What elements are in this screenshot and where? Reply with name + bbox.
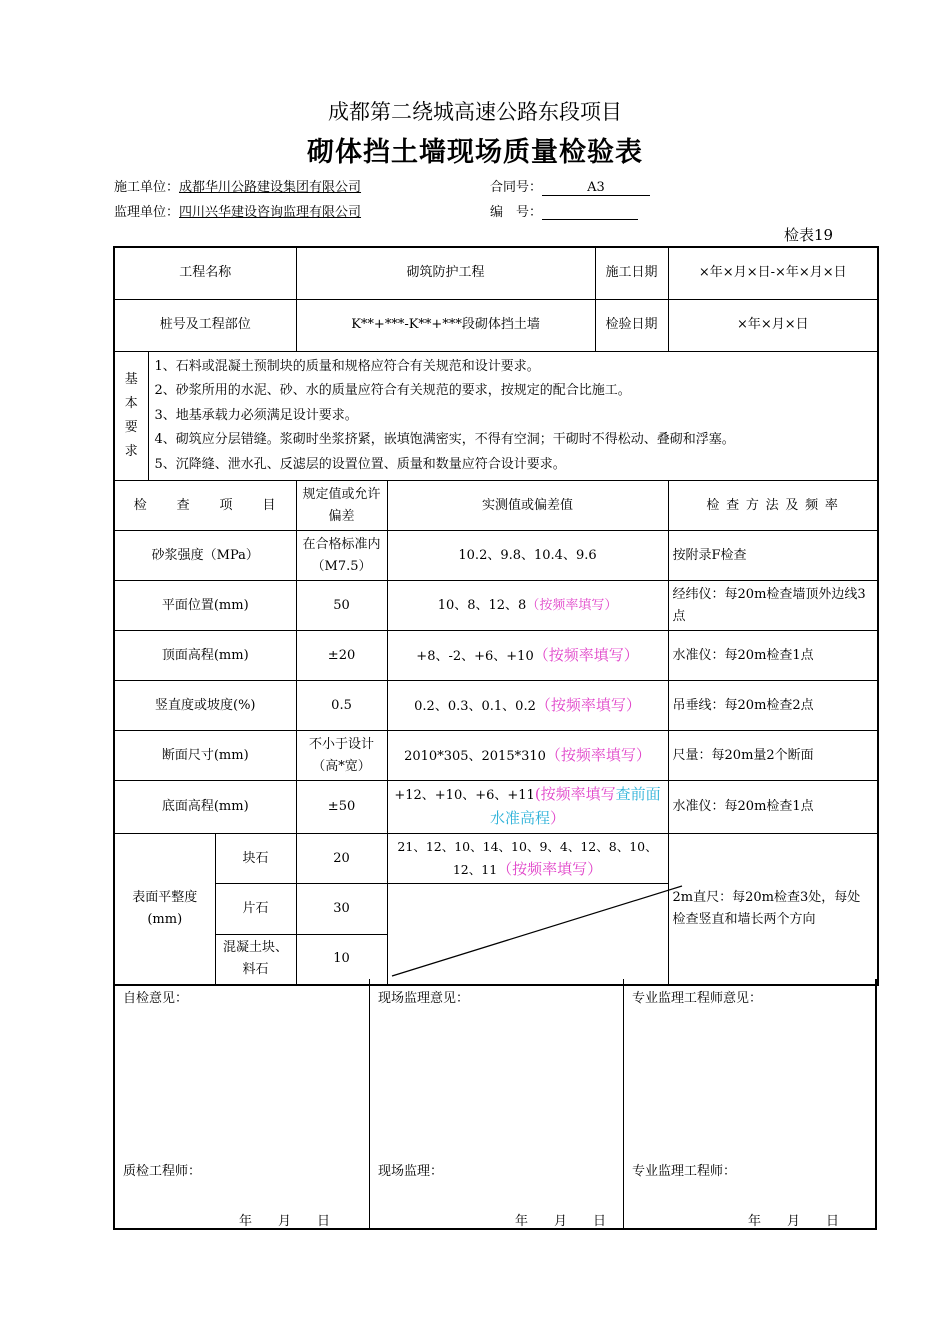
pro-supervisor-date: 年 月 日	[748, 1214, 840, 1229]
contract-no-label: 合同号：	[490, 180, 543, 195]
table-row	[114, 531, 878, 581]
fill-note: （按频率填写）	[545, 745, 651, 764]
flatness-row-block-stone	[114, 834, 878, 884]
row-measured	[387, 781, 668, 834]
supervisor-line	[114, 201, 361, 220]
flatness-sub-item: 混凝土块、料石	[215, 934, 296, 985]
site-supervision-date: 年 月 日	[515, 1214, 607, 1229]
requirement-2: 2、砂浆所用的水泥、砂、水的质量应符合有关规范的要求，按规定的配合比施工。	[154, 383, 631, 398]
fill-note-close: ）	[550, 809, 566, 827]
fill-note-extra: 查前面水准高程	[490, 785, 661, 827]
contract-no-value: A3	[542, 180, 650, 196]
row-measured	[387, 581, 668, 631]
project-name-row	[114, 247, 878, 299]
table-row	[114, 781, 878, 834]
row-method: 尺量：每20m量2个断面	[668, 731, 878, 781]
pro-supervisor-opinion: 专业监理工程师意见：	[632, 991, 763, 1006]
row-measured	[387, 631, 668, 681]
requirements-row	[114, 351, 878, 481]
inspection-date-label: 检验日期	[595, 299, 668, 351]
contractor-line	[114, 176, 361, 195]
flatness-sub-item: 片石	[215, 884, 296, 935]
pro-supervisor-block	[624, 979, 877, 1230]
row-spec: 50	[296, 581, 387, 631]
construction-date-value: ×年×月×日-×年×月×日	[668, 247, 878, 299]
requirement-5: 5、沉降缝、泄水孔、反滤层的设置位置、质量和数量应符合设计要求。	[154, 456, 566, 472]
measured-values: 10、8、12、8	[437, 597, 527, 613]
fill-note: （按频率填写）	[533, 645, 639, 664]
station-row	[114, 299, 878, 351]
row-item: 砂浆强度（MPa）	[114, 531, 296, 581]
form-title: 砌体挡土墙现场质量检验表	[307, 137, 643, 168]
fill-note: (按频率填写	[534, 785, 616, 803]
requirement-1: 1、石料或混凝土预制块的质量和规格应符合有关规范和设计要求。	[154, 358, 540, 374]
self-check-opinion: 自检意见：	[123, 991, 189, 1006]
construction-date-label: 施工日期	[595, 247, 668, 299]
measured-values: +12、+10、+6、+11	[394, 788, 535, 803]
row-measured: 10.2、9.8、10.4、9.6	[387, 531, 668, 581]
row-method: 吊垂线：每20m检查2点	[668, 681, 878, 731]
row-measured	[387, 681, 668, 731]
row-spec: 不小于设计（高*宽）	[296, 731, 387, 781]
flatness-sub-item: 块石	[215, 834, 296, 884]
signature-section	[113, 979, 877, 1230]
row-spec: 在合格标准内（M7.5）	[296, 531, 387, 581]
row-method: 水准仪：每20m检查1点	[668, 631, 878, 681]
site-supervision-opinion: 现场监理意见：	[378, 991, 470, 1006]
site-supervision-block	[370, 979, 624, 1230]
row-measured	[387, 731, 668, 781]
row-item: 底面高程(mm)	[114, 781, 296, 834]
table-row	[114, 681, 878, 731]
form-number: 检表19	[784, 226, 834, 244]
row-item: 顶面高程(mm)	[114, 631, 296, 681]
col-method: 检 查 方 法 及 频 率	[668, 481, 878, 531]
col-item: 检 查 项 目	[114, 481, 296, 531]
station-label: 桩号及工程部位	[114, 299, 296, 351]
project-name-value: 砌筑防护工程	[296, 247, 595, 299]
strike-line	[388, 884, 686, 984]
supervisor-label: 监理单位：	[114, 205, 180, 220]
self-check-block	[115, 979, 370, 1230]
row-item: 竖直度或坡度(%)	[114, 681, 296, 731]
inspection-date-value: ×年×月×日	[668, 299, 878, 351]
flatness-sub-spec: 10	[296, 934, 387, 985]
flatness-sub-spec: 20	[296, 834, 387, 884]
contractor-value: 成都华川公路建设集团有限公司	[179, 180, 362, 195]
row-spec: ±50	[296, 781, 387, 834]
fill-note: （按频率填写）	[535, 695, 641, 714]
project-name: 成都第二绕城高速公路东段项目	[328, 100, 622, 124]
flatness-sub-spec: 30	[296, 884, 387, 935]
row-item: 断面尺寸(mm)	[114, 731, 296, 781]
measured-values: +8、-2、+6、+10	[416, 648, 534, 664]
table-row	[114, 631, 878, 681]
measured-values: 21、12、10、14、10、9、4、12、8、10、12、11	[397, 839, 658, 877]
table-row	[114, 581, 878, 631]
inspection-table	[113, 246, 879, 986]
flatness-label: 表面平整度(mm)	[114, 834, 215, 986]
fill-note: （按频率填写）	[497, 860, 603, 878]
fill-note: （按频率填写）	[526, 597, 618, 613]
col-measured: 实测值或偏差值	[387, 481, 668, 531]
flatness-sub-measured	[387, 834, 668, 884]
requirements-label: 基本要求	[114, 351, 148, 481]
requirement-4: 4、砌筑应分层错缝。浆砌时坐浆挤紧，嵌填饱满密实，不得有空洞；干砌时不得松动、叠砌和浮塞。	[154, 432, 735, 447]
serial-line	[490, 201, 638, 220]
row-spec: 0.5	[296, 681, 387, 731]
flatness-blank-cell	[387, 884, 668, 986]
serial-value	[542, 204, 638, 220]
serial-label: 编 号：	[490, 205, 543, 220]
station-value: K**+***-K**+***段砌体挡土墙	[296, 299, 595, 351]
row-spec: ±20	[296, 631, 387, 681]
table-row	[114, 731, 878, 781]
requirements-list	[148, 351, 878, 481]
site-supervisor-label: 现场监理：	[378, 1164, 444, 1179]
measured-values: 0.2、0.3、0.1、0.2	[414, 698, 536, 714]
row-method: 水准仪：每20m检查1点	[668, 781, 878, 834]
flatness-method: 2m直尺：每20m检查3处，每处检查竖直和墙长两个方向	[668, 834, 878, 986]
column-header-row	[114, 481, 878, 531]
supervisor-value: 四川兴华建设咨询监理有限公司	[179, 205, 362, 220]
measured-values: 2010*305、2015*310	[404, 748, 546, 764]
contract-no-line	[490, 176, 650, 196]
col-spec: 规定值或允许偏差	[296, 481, 387, 531]
project-name-label: 工程名称	[114, 247, 296, 299]
contractor-label: 施工单位：	[114, 180, 180, 195]
qc-engineer-label: 质检工程师：	[123, 1164, 202, 1179]
row-method: 按附录F检查	[668, 531, 878, 581]
row-item: 平面位置(mm)	[114, 581, 296, 631]
row-method: 经纬仪：每20m检查墙顶外边线3点	[668, 581, 878, 631]
self-check-date: 年 月 日	[239, 1214, 331, 1229]
requirement-3: 3、地基承载力必须满足设计要求。	[154, 407, 358, 423]
pro-supervisor-label: 专业监理工程师：	[632, 1164, 737, 1179]
